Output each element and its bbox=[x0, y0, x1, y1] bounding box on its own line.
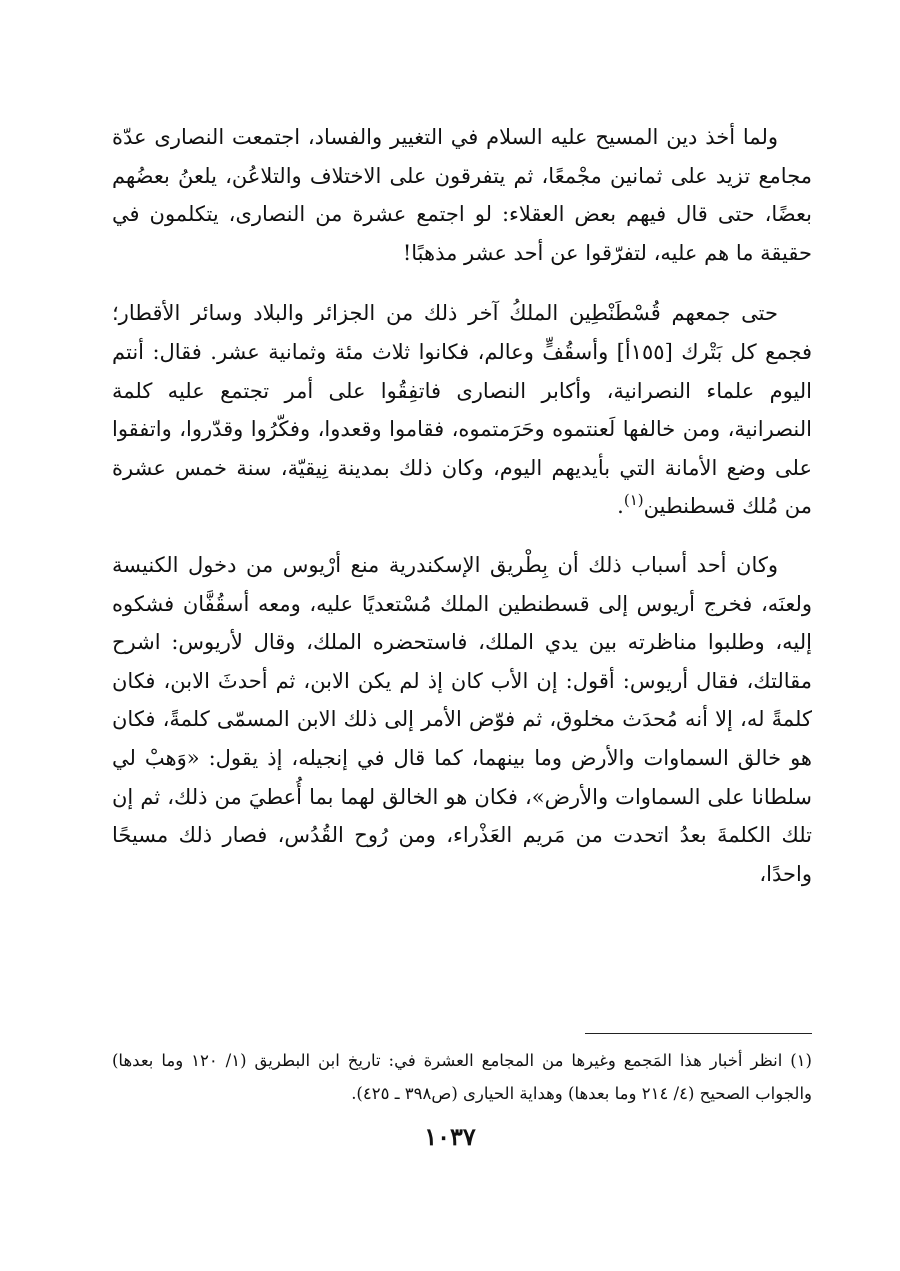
paragraph-2 bbox=[112, 294, 812, 526]
footnote: (١) انظر أخبار هذا المَجمع وغيرها من المجامع العشرة في: تاريخ ابن البطريق (١/ ١٢٠ وما بعدها) والجواب الصحيح (٤/ ٢١٤ وما بعدها) وهداية الحيارى (ص٣٩٨ ـ ٤٢٥). bbox=[112, 1051, 812, 1103]
main-text bbox=[112, 118, 812, 911]
paragraph-2-text: حتى جمعهم قُسْطَنْطِين الملكُ آخر ذلك من الجزائر والبلاد وسائر الأقطار؛ فجمع كل بَتْرك [١٥٥أ] وأسقُفٍّ وعالم، فكانوا ثلاث مئة وثمانية عشر. فقال: أنتم اليوم علماء النصرانية، وأكابر النصارى فاتفِقُوا على أمر تجتمع عليه كلمة النصرانية، ومن خالفها لَعنتموه وحَرَمتموه، فقاموا وقعدوا، وفكّرُوا وقدّروا، واتفقوا على وضع الأمانة التي بأيديهم اليوم، وكان ذلك بمدينة نِيقيّة، سنة خمس عشرة من مُلك قسطنطين bbox=[112, 301, 813, 519]
footnote-divider bbox=[585, 1033, 812, 1034]
paragraph-3: وكان أحد أسباب ذلك أن بِطْريق الإسكندرية منع أرْيوس من دخول الكنيسة ولعنَه، فخرج أريوس إلى قسطنطين الملك مُسْتعديًا عليه، ومعه أسقُفَّان فشكوه إليه، وطلبوا مناظرته بين يدي الملك، فاستحضره الملك، وقال لأريوس: اشرح مقالتك، فقال أريوس: أقول: إن الأب كان إذ لم يكن الابن، ثم أحدثَ الابن، فكان كلمةً له، إلا أنه مُحدَث مخلوق، ثم فوّض الأمر إلى ذلك الابن المسمّى كلمةً، فكان هو خالق السماوات والأرض وما بينهما، كما قال في إنجيله، إذ يقول: «وَهبْ لي سلطانا على السماوات والأرض»، فكان هو الخالق لهما بما أُعطيَ من ذلك، ثم إن تلك الكلمةَ بعدُ اتحدت من مَريم العَذْراء، ومن رُوح القُدُس، فصار ذلك مسيحًا واحدًا، bbox=[112, 552, 812, 886]
page-number: ١٠٣٧ bbox=[424, 1122, 476, 1151]
paragraph-2-end: . bbox=[617, 494, 624, 519]
paragraph-1: ولما أخذ دين المسيح عليه السلام في التغيير والفساد، اجتمعت النصارى عدّة مجامع تزيد على ثمانين مجْمعًا، ثم يتفرقون على الاختلاف والتلاعُن، يلعنُ بعضُهم بعضًا، حتى قال فيهم بعض العقلاء: لو اجتمع عشرة من النصارى، يتكلمون في حقيقة ما هم عليه، لتفرّقوا عن أحد عشر مذهبًا! bbox=[112, 125, 812, 265]
footnote-reference: (١) bbox=[623, 491, 644, 510]
